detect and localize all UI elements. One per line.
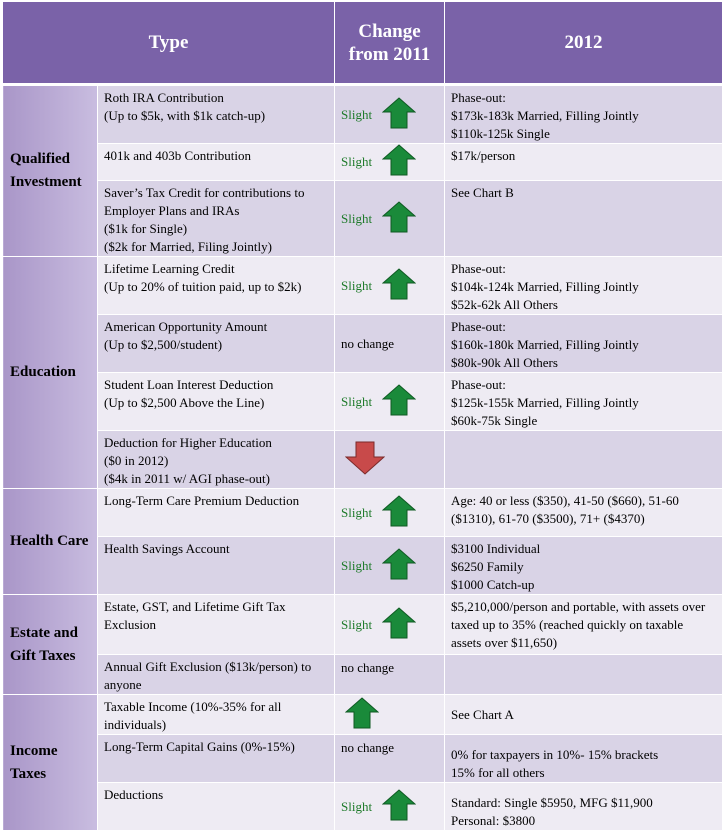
info-line: $110k-125k Single	[451, 126, 550, 141]
change-indicator	[335, 735, 445, 783]
description-line: ($4k in 2011 w/ AGI phase-out)	[104, 471, 270, 486]
change-indicator	[335, 257, 445, 315]
change-indicator	[335, 655, 445, 695]
year-2012-info	[445, 537, 723, 595]
item-description	[98, 783, 335, 831]
change-indicator	[335, 489, 445, 537]
year-2012-info	[445, 431, 723, 489]
header-row	[3, 2, 723, 85]
description-line: ($0 in 2012)	[104, 453, 169, 468]
header-change: Change from 2011	[335, 2, 445, 85]
change-indicator	[335, 144, 445, 181]
year-2012-info	[445, 595, 723, 655]
table-row	[3, 373, 723, 431]
year-2012-info	[445, 144, 723, 181]
description-line: Long-Term Care Premium Deduction	[104, 493, 300, 508]
table-row	[3, 181, 723, 257]
info-line: Phase-out:	[451, 90, 506, 105]
year-2012-info	[445, 85, 723, 144]
description-line: American Opportunity Amount	[104, 319, 268, 334]
up-arrow-icon	[382, 268, 416, 304]
no-change-label: no change	[341, 740, 395, 756]
info-line: Phase-out:	[451, 319, 506, 334]
info-line: $17k/person	[451, 148, 516, 163]
description-line: Employer Plans and IRAs	[104, 203, 240, 218]
year-2012-info	[445, 655, 723, 695]
description-line: 401k and 403b Contribution	[104, 148, 251, 163]
change-indicator	[335, 315, 445, 373]
item-description	[98, 595, 335, 655]
info-line: See Chart A	[451, 707, 514, 722]
table-row	[3, 315, 723, 373]
description-line: Saver’s Tax Credit for contributions to	[104, 185, 305, 200]
slight-label: Slight	[341, 616, 373, 632]
info-line: $125k-155k Married, Filling Jointly	[451, 395, 639, 410]
no-change-label: no change	[341, 660, 395, 676]
info-line: Phase-out:	[451, 377, 506, 392]
info-line: taxed up to 35% (reached quickly on taxable	[451, 617, 684, 632]
down-arrow-icon	[345, 441, 385, 479]
description-line: anyone	[104, 677, 142, 692]
up-arrow-icon	[382, 548, 416, 584]
year-2012-info	[445, 181, 723, 257]
up-arrow-icon	[382, 144, 416, 180]
tax-change-table	[2, 1, 723, 831]
year-2012-info	[445, 489, 723, 537]
slight-label: Slight	[341, 504, 373, 520]
table-row	[3, 537, 723, 595]
info-line: $160k-180k Married, Filling Jointly	[451, 337, 639, 352]
up-arrow-icon	[382, 495, 416, 531]
description-line: Taxable Income (10%-35% for all	[104, 699, 282, 714]
header-year: 2012	[445, 2, 723, 85]
info-line: $80k-90k All Others	[451, 355, 558, 370]
info-line	[451, 698, 722, 706]
info-line: $1000 Catch-up	[451, 577, 535, 592]
info-line: See Chart B	[451, 185, 514, 200]
info-line: $173k-183k Married, Filling Jointly	[451, 108, 639, 123]
year-2012-info	[445, 783, 723, 831]
group-label-education: Education	[3, 257, 98, 489]
info-line: assets over $11,650)	[451, 635, 558, 650]
up-arrow-icon	[382, 607, 416, 643]
item-description	[98, 85, 335, 144]
table-row	[3, 695, 723, 735]
slight-label: Slight	[341, 393, 373, 409]
group-label-health-care: Health Care	[3, 489, 98, 595]
item-description	[98, 373, 335, 431]
slight-label: Slight	[341, 557, 373, 573]
description-line: Deduction for Higher Education	[104, 435, 272, 450]
group-label-estate-and-gift-taxes: Estate and Gift Taxes	[3, 595, 98, 695]
group-label-income-taxes: Income Taxes	[3, 695, 98, 831]
table-body	[3, 85, 723, 831]
description-line: (Up to $2,500 Above the Line)	[104, 395, 265, 410]
item-description	[98, 695, 335, 735]
description-line: Annual Gift Exclusion ($13k/person) to	[104, 659, 312, 674]
year-2012-info	[445, 315, 723, 373]
no-change-label: no change	[341, 336, 395, 351]
description-line: Exclusion	[104, 617, 156, 632]
up-arrow-icon	[345, 697, 379, 733]
info-line: Personal: $3800	[451, 813, 536, 828]
year-2012-info	[445, 257, 723, 315]
info-line: 0% for taxpayers in 10%- 15% brackets	[451, 747, 659, 762]
change-indicator	[335, 181, 445, 257]
description-line: (Up to $5k, with $1k catch-up)	[104, 108, 266, 123]
info-line	[451, 786, 722, 794]
item-description	[98, 144, 335, 181]
up-arrow-icon	[382, 201, 416, 237]
group-label-qualified-investment: Qualified Investment	[3, 85, 98, 257]
up-arrow-icon	[382, 97, 416, 133]
description-line: ($2k for Married, Filing Jointly)	[104, 239, 272, 254]
change-indicator	[335, 431, 445, 489]
info-line: 15% for all others	[451, 765, 545, 780]
year-2012-info	[445, 373, 723, 431]
table-row	[3, 144, 723, 181]
description-line: ($1k for Single)	[104, 221, 188, 236]
item-description	[98, 431, 335, 489]
year-2012-info	[445, 735, 723, 783]
table-row	[3, 783, 723, 831]
change-indicator	[335, 595, 445, 655]
slight-label: Slight	[341, 154, 373, 169]
description-line: (Up to $2,500/student)	[104, 337, 223, 352]
description-line: (Up to 20% of tuition paid, up to $2k)	[104, 279, 302, 294]
table-row	[3, 431, 723, 489]
info-line: Age: 40 or less ($350), 41-50 ($660), 51-60	[451, 493, 679, 508]
change-indicator	[335, 373, 445, 431]
item-description	[98, 735, 335, 783]
description-line: Health Savings Account	[104, 541, 230, 556]
info-line: $60k-75k Single	[451, 413, 538, 428]
description-line: Estate, GST, and Lifetime Gift Tax	[104, 599, 286, 614]
table-row	[3, 735, 723, 783]
item-description	[98, 489, 335, 537]
slight-label: Slight	[341, 106, 373, 122]
table-row	[3, 85, 723, 144]
info-line: $5,210,000/person and portable, with assets over	[451, 599, 706, 614]
change-indicator	[335, 85, 445, 144]
info-line	[451, 738, 722, 746]
info-line: $52k-62k All Others	[451, 297, 558, 312]
description-line: Deductions	[104, 787, 164, 802]
description-line: individuals)	[104, 717, 167, 732]
description-line: Lifetime Learning Credit	[104, 261, 235, 276]
slight-label: Slight	[341, 277, 373, 293]
table-row	[3, 655, 723, 695]
item-description	[98, 257, 335, 315]
item-description	[98, 181, 335, 257]
description-line: Long-Term Capital Gains (0%-15%)	[104, 739, 295, 754]
item-description	[98, 537, 335, 595]
item-description	[98, 655, 335, 695]
info-line: $6250 Family	[451, 559, 524, 574]
change-indicator	[335, 695, 445, 735]
description-line: Student Loan Interest Deduction	[104, 377, 274, 392]
info-line: Standard: Single $5950, MFG $11,900	[451, 795, 653, 810]
change-indicator	[335, 537, 445, 595]
description-line: Roth IRA Contribution	[104, 90, 224, 105]
year-2012-info	[445, 695, 723, 735]
info-line: $104k-124k Married, Filling Jointly	[451, 279, 639, 294]
info-line: ($1310), 61-70 ($3500), 71+ ($4370)	[451, 511, 645, 526]
header-type: Type	[3, 2, 335, 85]
slight-label: Slight	[341, 798, 373, 814]
item-description	[98, 315, 335, 373]
table-row	[3, 489, 723, 537]
table-row	[3, 595, 723, 655]
info-line: Phase-out:	[451, 261, 506, 276]
change-indicator	[335, 783, 445, 831]
table-row	[3, 257, 723, 315]
up-arrow-icon	[382, 789, 416, 825]
info-line: $3100 Individual	[451, 541, 541, 556]
slight-label: Slight	[341, 210, 373, 226]
up-arrow-icon	[382, 384, 416, 420]
